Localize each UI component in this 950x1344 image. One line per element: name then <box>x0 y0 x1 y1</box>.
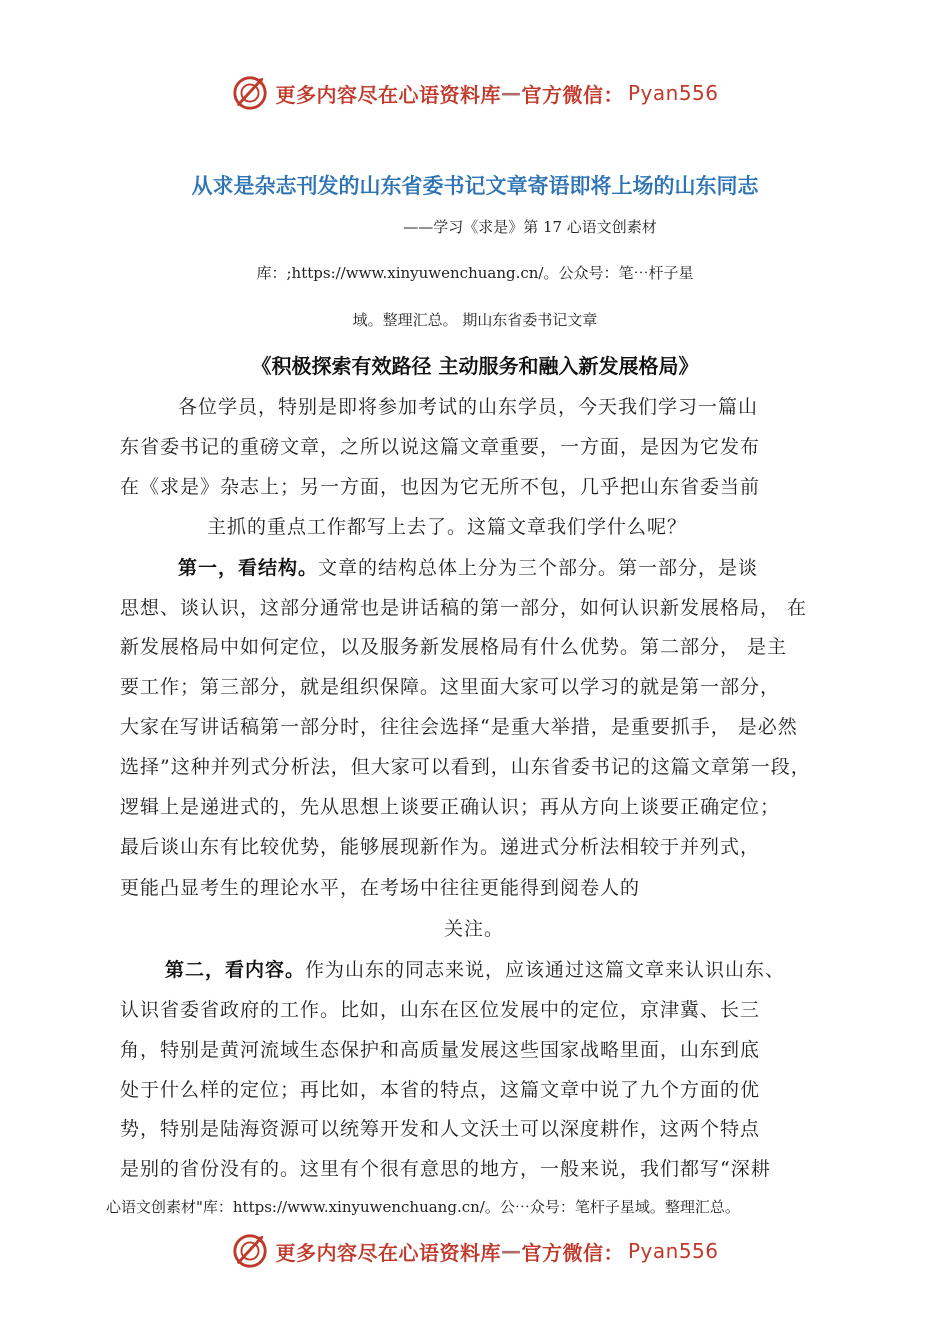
logo-icon <box>231 74 269 112</box>
banner-wechat-id: Pyan556 <box>627 81 719 105</box>
paragraph-line: 思想、谈认识，这部分通常也是讲话稿的第一部分，如何认识新发展格局， 在 <box>120 597 808 619</box>
banner-text-wechat: 官方微信： <box>521 82 624 107</box>
paragraph-line: 是别的省份没有的。这里有个很有意思的地方，一般来说，我们都写“深耕 <box>120 1158 771 1180</box>
paragraph-text: 文章的结构总体上分为三个部分。第一部分，是谈 <box>318 557 759 579</box>
paragraph-line: 要工作；第三部分，就是组织保障。这里面大家可以学习的就是第一部分， <box>120 676 781 698</box>
paragraph-line: 处于什么样的定位；再比如，本省的特点，这篇文章中说了九个方面的优 <box>120 1079 761 1101</box>
page-title: 从求是杂志刊发的山东省委书记文章寄语即将上场的山东同志 <box>191 174 759 198</box>
banner-dash: — <box>500 1239 522 1263</box>
paragraph-line: 关注。 <box>444 918 505 940</box>
paragraph-line: 角，特别是黄河流域生态保护和高质量发展这些国家战略里面，山东到底 <box>120 1039 761 1061</box>
paragraph-line: 大家在写讲话稿第一部分时，往往会选择“是重大举措，是重要抓手， 是必然 <box>120 716 798 738</box>
footer-source-note: 心语文创素材"库：https://www.xinyuwenchuang.cn/。公⋯众号：笔杆子星域。整理汇总。 <box>106 1198 740 1216</box>
paragraph-line <box>178 553 758 580</box>
logo-icon <box>231 1232 269 1270</box>
source-line-1: 库：;https://www.xinyuwenchuang.cn/。公众号：笔⋯杆子星 <box>256 264 694 282</box>
paragraph-line: 最后谈山东有比较优势，能够展现新作为。递进式分析法相较于并列式， <box>120 836 761 858</box>
paragraph-line <box>165 955 785 982</box>
paragraph-line: 选择”这种并列式分析法，但大家可以看到，山东省委书记的这篇文章第一段， <box>120 756 811 778</box>
article-title: 《积极探索有效路径 主动服务和融入新发展格局》 <box>251 354 699 378</box>
paragraph-line: 认识省委省政府的工作。比如，山东在区位发展中的定位，京津冀、长三 <box>120 999 761 1021</box>
source-line-2: 域。整理汇总。 期山东省委书记文章 <box>352 311 598 329</box>
paragraph-line: 新发展格局中如何定位，以及服务新发展格局有什么优势。第二部分， 是主 <box>120 636 788 658</box>
subtitle: ——学习《求是》第 17 心语文创素材 <box>403 218 657 236</box>
paragraph-line: 东省委书记的重磅文章，之所以说这篇文章重要，一方面，是因为它发布 <box>120 436 761 458</box>
section-lead-structure: 第一，看结构。 <box>178 557 319 579</box>
banner-text-wechat: 官方微信： <box>521 1240 624 1265</box>
paragraph-line: 各位学员，特别是即将参加考试的山东学员，今天我们学习一篇山 <box>178 396 759 418</box>
bottom-banner <box>0 1226 950 1276</box>
paragraph-line: 在《求是》杂志上；另一方面，也因为它无所不包，几乎把山东省委当前 <box>120 476 761 498</box>
paragraph-line: 势，特别是陆海资源可以统筹开发和人文沃土可以深度耕作，这两个特点 <box>120 1118 761 1140</box>
banner-text-library: 更多内容尽在心语资料库 <box>275 82 501 107</box>
paragraph-line: 逻辑上是递进式的，先从思想上谈要正确认识；再从方向上谈要正确定位； <box>120 796 781 818</box>
section-lead-content: 第二，看内容。 <box>165 959 306 981</box>
paragraph-line: 主抓的重点工作都写上去了。这篇文章我们学什么呢？ <box>207 516 688 538</box>
banner-dash: — <box>500 81 522 105</box>
paragraph-line: 更能凸显考生的理论水平，在考场中往往更能得到阅卷人的 <box>120 877 641 899</box>
top-banner <box>0 68 950 118</box>
banner-text-library: 更多内容尽在心语资料库 <box>275 1240 501 1265</box>
paragraph-text: 作为山东的同志来说，应该通过这篇文章来认识山东、 <box>305 959 786 981</box>
banner-wechat-id: Pyan556 <box>627 1239 719 1263</box>
